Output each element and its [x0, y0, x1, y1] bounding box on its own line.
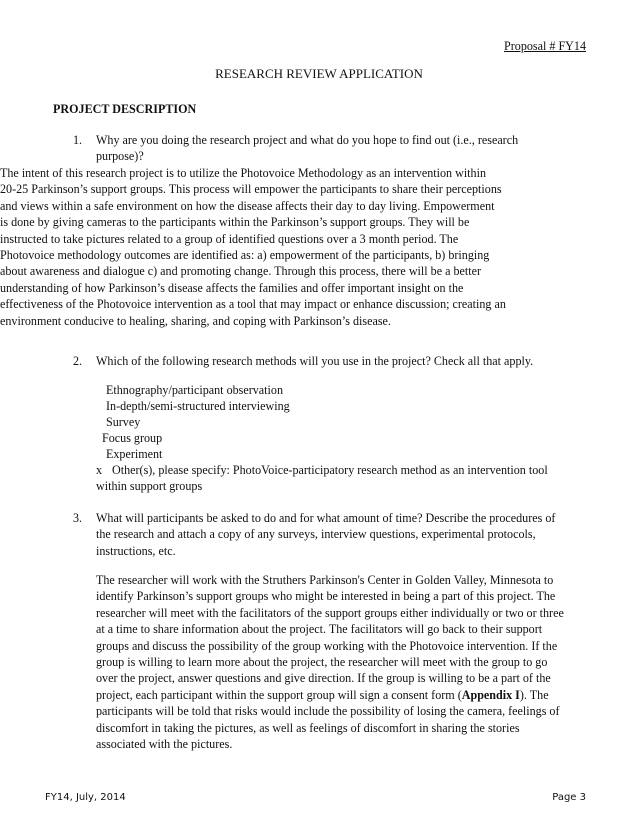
answer-3-line: researcher will meet with the facilitators of the support groups either individually or two or three [96, 605, 564, 620]
other-method-line: Other(s), please specify: PhotoVoice-participatory research method as an intervention tool [112, 463, 548, 477]
appendix-reference: Appendix I [461, 687, 520, 702]
answer-3-line: discomfort in taking the pictures, as well as feelings of discomfort in sharing the stories [96, 720, 520, 735]
question-1-number: 1. [73, 133, 83, 147]
question-1-line: Why are you doing the research project and what do you hope to find out (i.e., research [96, 133, 519, 147]
answer-3-line: identify Parkinson’s support groups who might be interested in being a part of this project. The [96, 589, 556, 604]
answer-1-line: is done by giving cameras to the participants within the Parkinson’s support groups. They will be [0, 215, 470, 230]
answer-3-line: at a time to share information about the project. The facilitators will go back to their support [96, 622, 543, 637]
answer-3-line: group is willing to learn more about the project, the researcher will meet with the group to go [96, 654, 548, 669]
method-option: Ethnography/participant observation [106, 383, 283, 397]
method-option: Survey [106, 415, 141, 429]
method-option: In-depth/semi-structured interviewing [106, 399, 290, 413]
footer-date: FY14, July, 2014 [45, 792, 126, 803]
other-check-mark: x [96, 463, 103, 477]
answer-3-line: participants will be told that risks would include the possibility of losing the camera, feelings of [96, 704, 560, 719]
answer-1-line: Photovoice methodology outcomes are identified as: a) empowerment of the participants, b) bringing [0, 247, 490, 262]
page-number: Page 3 [552, 792, 586, 803]
method-option: Experiment [106, 447, 163, 461]
answer-1-line: understanding of how Parkinson’s disease affects the families and offer important insight on the [0, 280, 464, 295]
question-2-text [96, 353, 533, 369]
answer-3-paragraph [96, 572, 564, 752]
question-3-line: instructions, etc. [96, 543, 176, 558]
question-1-text [96, 132, 518, 165]
page-title: RESEARCH REVIEW APPLICATION [215, 66, 423, 81]
answer-3-line: groups and discuss the possibility of the group working with the Photovoice intervention. If the [96, 638, 558, 653]
section-heading: PROJECT DESCRIPTION [53, 102, 197, 116]
answer-3-line: associated with the pictures. [96, 736, 233, 751]
question-3-line: What will participants be asked to do and for what amount of time? Describe the procedures of [96, 511, 556, 525]
answer-3-line: project, each participant within the support group will sign a consent form ( [96, 687, 462, 702]
question-3-line: the research and attach a copy of any surveys, interview questions, experimental protocols, [96, 527, 536, 542]
question-2-line: Which of the following research methods will you use in the project? Check all that apply. [96, 354, 534, 368]
proposal-number-header: Proposal # FY14 [504, 39, 586, 53]
answer-3-line-tail: ). The [519, 687, 549, 702]
question-2-number: 2. [73, 354, 83, 368]
answer-1-line: and views within a safe environment on how the disease affects their day to day living. Empowerment [0, 198, 495, 213]
question-3-number: 3. [73, 511, 83, 525]
answer-1-line: environment conducive to healing, sharing, and coping with Parkinson’s disease. [0, 313, 391, 328]
question-3-text [96, 510, 555, 559]
answer-1-line: about awareness and dialogue c) and promoting change. Through this process, there will be a better [0, 264, 482, 279]
answer-3-line-with-appendix [96, 687, 564, 703]
answer-1-line: The intent of this research project is to utilize the Photovoice Methodology as an intervention within [0, 166, 486, 180]
answer-1-line: effectiveness of the Photovoice intervention as a tool that may impact or enhance discussion; creating an [0, 297, 506, 312]
answer-3-line: over the project, answer questions and give direction. If the group is willing to be a part of the [96, 671, 551, 686]
answer-1-paragraph [0, 165, 506, 329]
other-method-line: within support groups [96, 479, 203, 493]
method-option: Focus group [102, 431, 163, 445]
answer-3-line: The researcher will work with the Struthers Parkinson's Center in Golden Valley, Minnesota to [96, 573, 554, 587]
answer-1-line: instructed to take pictures related to a group of identified questions over a 3 month period. The [0, 231, 459, 246]
question-1-line: purpose)? [96, 149, 144, 164]
answer-1-line: 20-25 Parkinson’s support groups. This process will empower the participants to share their perceptions [0, 182, 502, 197]
